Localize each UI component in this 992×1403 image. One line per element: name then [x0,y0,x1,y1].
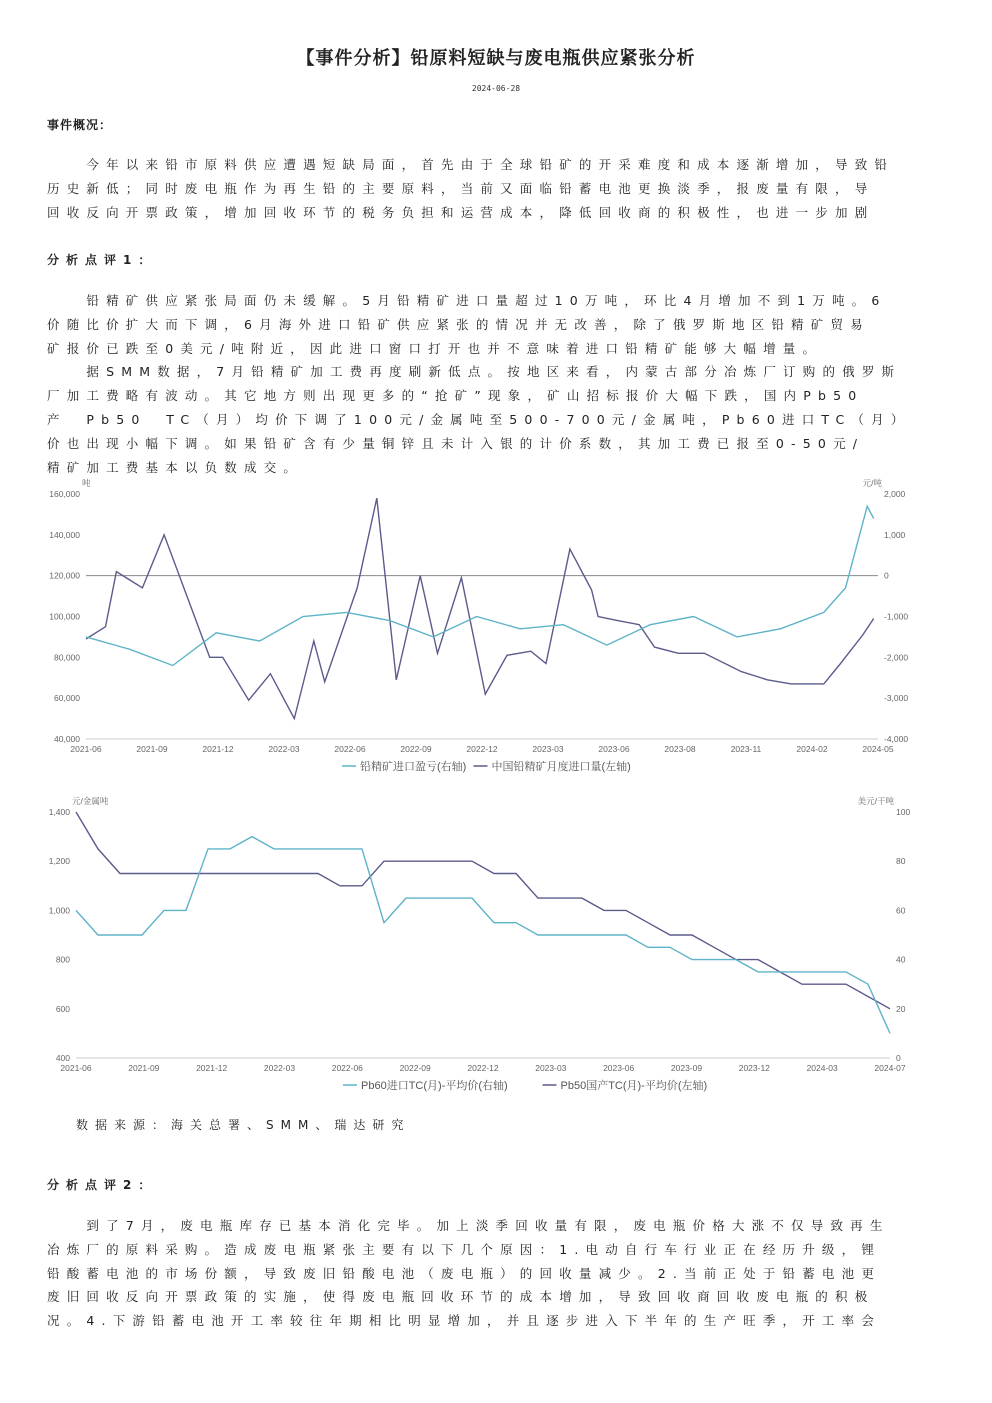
left-tick-label: 100,000 [49,611,80,622]
legend-label: Pb50国产TC(月)-平均价(左轴) [560,1080,708,1092]
x-tick-label: 2023-06 [598,744,630,754]
paragraph-line: 历史新低；同时废电瓶作为再生铅的主要原料，当前又面临铅蓄电池更换淡季，报废量有限，导 [47,180,875,196]
right-axis-unit: 美元/干吨 [857,796,894,806]
series-line [86,506,874,665]
x-tick-label: 2021-12 [202,744,234,754]
right-tick-label: 40 [896,954,906,965]
left-tick-label: 60,000 [54,693,80,704]
left-tick-label: 140,000 [49,529,80,540]
x-tick-label: 2022-03 [268,744,300,754]
paragraph-line: 回收反向开票政策，增加回收环节的税务负担和运营成本，降低回收商的积极性，也进一步加剧 [47,204,875,220]
left-tick-label: 120,000 [49,570,80,581]
paragraph-line: 铅酸蓄电池的市场份额，导致废旧铅酸电池（废电瓶）的回收量减少。2.当前正处于铅蓄电池更 [47,1265,882,1281]
paragraph-line: 废旧回收反向开票政策的实施，使得废电瓶回收环节的成本增加，导致回收商回收废电瓶的积极 [47,1289,875,1305]
left-axis-unit: 元/金属吨 [72,796,109,806]
x-tick-label: 2024-07 [874,1063,906,1073]
x-tick-label: 2022-06 [331,1063,363,1073]
chart-lead-ore-imports [40,476,920,776]
paragraph-line: 矿报价已跌至0美元/吨附近，因此进口窗口打开也并不意味着进口铅精矿能够大幅增量。 [47,340,823,356]
chart-1-svg [40,476,920,776]
data-source: 数据来源：海关总署、SMM、瑞达研究 [76,1118,411,1132]
paragraph-line: 今年以来铅市原料供应遭遇短缺局面，首先由于全球铅矿的开采难度和成本逐渐增加，导致铅 [47,157,895,172]
x-tick-label: 2021-12 [196,1063,228,1073]
comment1-paragraph [47,289,945,479]
chart-tc-prices [40,792,920,1097]
comment1-heading: 分析点评1： [47,253,158,267]
legend-label: 铅精矿进口盈亏(右轴) [360,761,467,773]
left-axis-unit: 吨 [82,478,91,488]
comment2-paragraph [47,1214,945,1333]
x-tick-label: 2022-12 [467,1063,499,1073]
left-tick-label: 800 [55,954,70,965]
paragraph-line: 精矿加工费基本以负数成交。 [47,459,304,475]
legend-label: 中国铅精矿月度进口量(左轴) [491,761,631,773]
paragraph-line: 价随比价扩大而下调，6月海外进口铅矿供应紧张的情况并无改善，除了俄罗斯地区铅精矿贸易 [47,316,870,332]
paragraph-line: 价也出现小幅下调。如果铅矿含有少量铜锌且未计入银的计价系数，其加工费已报至0-50元/ [47,435,865,451]
x-tick-label: 2023-06 [603,1063,635,1073]
x-tick-label: 2021-06 [60,1063,92,1073]
x-tick-label: 2023-11 [730,744,762,754]
right-tick-label: 60 [896,905,906,916]
x-tick-label: 2021-09 [136,744,168,754]
left-tick-label: 1,200 [48,856,70,867]
left-tick-label: 160,000 [49,489,80,499]
x-tick-label: 2022-09 [399,1063,431,1073]
right-tick-label: 100 [896,807,911,817]
left-tick-label: 1,000 [48,905,70,916]
paragraph-line: 厂加工费略有波动。其它地方则出现更多的“抢矿”现象，矿山招标报价大幅下跌，国内Pb50 [47,388,864,404]
paragraph-line: 据SMM数据，7月铅精矿加工费再度刷新低点。按地区来看，内蒙古部分冶炼厂订购的俄罗斯 [47,364,902,380]
x-tick-label: 2022-09 [400,744,432,754]
paragraph-line: 到了7月，废电瓶库存已基本消化完毕。加上淡季回收量有限，废电瓶价格大涨不仅导致再生 [47,1218,890,1233]
comment2-heading: 分析点评2： [47,1178,158,1192]
page-title: 【事件分析】铅原料短缺与废电瓶供应紧张分析 [296,48,696,69]
left-tick-label: 600 [55,1003,70,1014]
x-tick-label: 2022-03 [263,1063,296,1073]
x-tick-label: 2024-02 [796,744,828,754]
x-tick-label: 2022-12 [466,744,498,754]
right-tick-label: 0 [896,1053,901,1063]
left-tick-label: 400 [55,1053,70,1063]
series-line [86,498,874,718]
overview-heading: 事件概况： [47,118,113,132]
overview-paragraph [47,153,945,224]
paragraph-line: 产 Pb50 TC（月）均价下调了100元/金属吨至500-700元/金属吨，Pb60进口TC（月） [47,411,911,427]
left-tick-label: 40,000 [54,734,80,744]
paragraph-line: 况。4.下游铅蓄电池开工率较往年期相比明显增加，并且逐步进入下半年的生产旺季，开工率会 [47,1313,882,1329]
x-tick-label: 2023-08 [664,744,696,754]
x-tick-label: 2024-03 [806,1063,838,1073]
x-tick-label: 2023-03 [535,1063,567,1073]
legend-label: Pb60进口TC(月)-平均价(右轴) [361,1080,508,1092]
x-tick-label: 2024-05 [862,744,894,754]
x-tick-label: 2023-03 [532,744,564,754]
right-tick-label: 80 [896,856,906,867]
right-tick-label: -1,000 [884,611,909,622]
series-line [76,837,890,1034]
right-tick-label: 2,000 [884,489,906,499]
left-tick-label: 80,000 [54,652,80,663]
left-tick-label: 1,400 [48,807,70,817]
right-tick-label: -2,000 [884,652,909,663]
right-tick-label: -4,000 [884,734,909,744]
right-tick-label: -3,000 [884,693,909,704]
x-tick-label: 2023-12 [738,1063,770,1073]
chart-2-svg [40,792,920,1097]
right-tick-label: 1,000 [884,529,906,540]
right-tick-label: 20 [896,1003,906,1014]
x-tick-label: 2022-06 [334,744,366,754]
paragraph-line: 铅精矿供应紧张局面仍未缓解。5月铅精矿进口量超过10万吨，环比4月增加不到1万吨。6 [47,293,887,308]
paragraph-line: 冶炼厂的原料采购。造成废电瓶紧张主要有以下几个原因：1.电动自行车行业正在经历升级，锂 [47,1241,882,1257]
publish-date: 2024-06-28 [471,84,521,93]
right-axis-unit: 元/吨 [862,478,882,488]
x-tick-label: 2023-09 [670,1063,703,1073]
x-tick-label: 2021-06 [70,744,102,754]
x-tick-label: 2021-09 [128,1063,160,1073]
right-tick-label: 0 [884,570,889,581]
